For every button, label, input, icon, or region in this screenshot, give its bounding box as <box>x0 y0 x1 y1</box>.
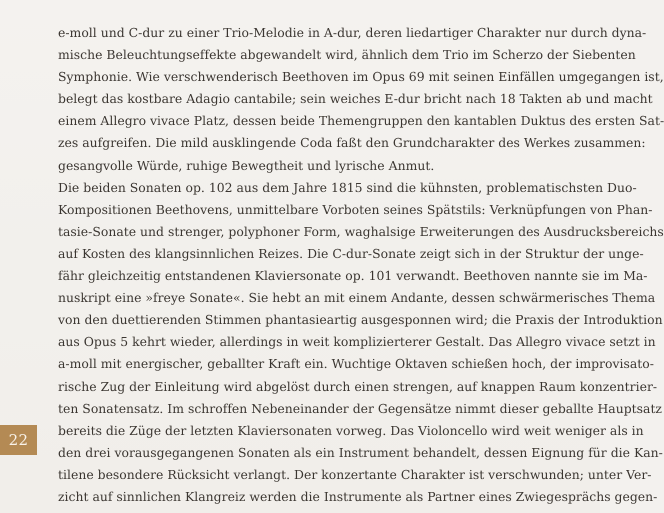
body-text <box>58 22 664 508</box>
text-line: auf Kosten des klangsinnlichen Reizes. Die C-dur-Sonate zeigt sich in der Struktur der unge- <box>58 245 644 261</box>
text-line: den drei vorausgegangenen Sonaten als ein Instrument behandelt, dessen Eignung für die Kan- <box>58 444 663 460</box>
text-line: zicht auf sinnlichen Klangreiz werden die Instrumente als Partner eines Zwiegesprächs gegen- <box>58 488 658 504</box>
text-line: rische Zug der Einleitung wird abgelöst durch einen strengen, auf knappen Raum konzentrier- <box>58 378 658 394</box>
text-line: Symphonie. Wie verschwenderisch Beethoven im Opus 69 mit seinen Einfällen umgegangen ist, <box>58 69 664 85</box>
page-number: 22 <box>8 430 29 449</box>
text-line: Die beiden Sonaten op. 102 aus dem Jahre 1815 sind die kühnsten, problematischsten Duo- <box>58 179 637 195</box>
text-line: aus Opus 5 kehrt wieder, allerdings in weit komplizierterer Gestalt. Das Allegro vivace setzt in <box>58 334 656 350</box>
text-line: von den duettierenden Stimmen phantasieartig ausgesponnen wird; die Praxis der Introduktion <box>58 312 663 328</box>
text-line: bereits die Züge der letzten Klaviersonaten vorweg. Das Violoncello wird weit weniger als in <box>58 422 644 438</box>
text-line: tilene besondere Rücksicht verlangt. Der konzertante Charakter ist verschwunden; unter Ver- <box>58 466 652 482</box>
text-line: gesangvolle Würde, ruhige Bewegtheit und lyrische Anmut. <box>58 157 435 173</box>
page-number-badge <box>0 425 37 455</box>
text-line: tasie-Sonate und strenger, polyphoner Form, waghalsige Erweiterungen des Ausdrucksbereichs <box>58 223 664 239</box>
text-line: fähr gleichzeitig entstandenen Klaviersonate op. 101 verwandt. Beethoven nannte sie im Ma- <box>58 268 648 284</box>
text-line: einem Allegro vivace Platz, dessen beide Themengruppen den kantablen Duktus des ersten Sat- <box>58 113 664 129</box>
text-line: nuskript eine »freye Sonate«. Sie hebt an mit einem Andante, dessen schwärmerisches Thema <box>58 290 656 306</box>
text-line: Kompositionen Beethovens, unmittelbare Vorboten seines Spätstils: Verknüpfungen von Phan- <box>58 201 653 217</box>
text-line: zes aufgreifen. Die mild ausklingende Coda faßt den Grundcharakter des Werkes zusammen: <box>58 135 646 151</box>
text-line: ten Sonatensatz. Im schroffen Nebeneinander der Gegensätze nimmt dieser geballte Hauptsatz <box>58 400 662 416</box>
text-line: mische Beleuchtungseffekte abgewandelt wird, ähnlich dem Trio im Scherzo der Siebenten <box>58 47 636 63</box>
text-line: a-moll mit energischer, geballter Kraft ein. Wuchtige Oktaven schießen hoch, der improvisato- <box>58 356 654 372</box>
text-line: e-moll und C-dur zu einer Trio-Melodie in A-dur, deren liedartiger Charakter nur durch dyna- <box>58 25 647 40</box>
text-line: belegt das kostbare Adagio cantabile; sein weiches E-dur bricht nach 18 Takten ab und macht <box>58 91 653 107</box>
